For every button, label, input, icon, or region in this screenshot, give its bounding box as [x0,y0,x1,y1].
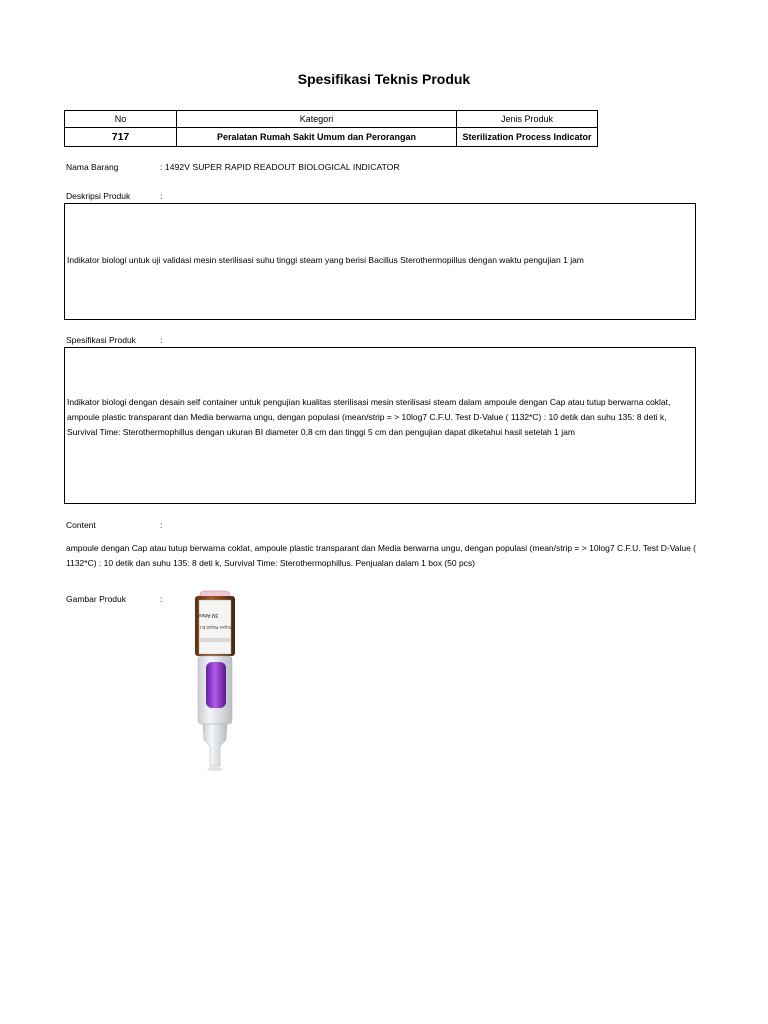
spec-table [64,110,598,147]
spesifikasi-box [64,347,696,504]
deskripsi-label: Deskripsi Produk [66,191,131,201]
spesifikasi-text: Indikator biologi dengan desain self container untuk pengujian kualitas sterilisasi mesin sterilisasi steam dalam ampoule dengan Cap atau tutup berwarna coklat, ampoule plastic transparant dan Media berwarna ungu, dengan populasi (mean/strip = > 10log7 C.F.U. Test D-Value ( 1132*C) : 10 detik dan suhu 135: 8 deti k, Survival Time: Sterothermophillus dengan ukuran BI diameter 0,8 cm dan tinggi 5 cm dan pengujian dapat diketahui hasil setelah 1 jam [67,397,671,437]
cell-no: 717 [65,128,177,147]
vial-media [206,662,226,708]
gambar-colon: : [160,594,163,604]
table-row [65,128,598,147]
nama-barang-value: : 1492V SUPER RAPID READOUT BIOLOGICAL INDICATOR [160,162,400,172]
page-title: Spesifikasi Teknis Produk [297,71,471,87]
deskripsi-text: Indikator biologi untuk uji validasi mesin sterilisasi suhu tinggi steam yang berisi Bacillus Sterothermopillus dengan waktu pengujian 1 jam [67,255,584,265]
cell-jenis-produk: Sterilization Process Indicator [457,128,598,147]
header-jenis-produk: Jenis Produk [457,111,598,128]
header-no: No [65,111,177,128]
product-image [190,588,250,776]
table-header-row [65,111,598,128]
deskripsi-box [64,203,696,320]
cell-kategori: Peralatan Rumah Sakit Umum dan Perorangan [177,128,457,147]
nama-barang-label: Nama Barang [66,162,119,172]
content-text: ampoule dengan Cap atau tutup berwarna coklat, ampoule plastic transparant dan Media berwarna ungu, dengan populasi (mean/strip = > 10log7 C.F.U. Test D-Value ( 1132*C) : 10 detik dan suhu 135: 8 deti k, Survival Time: Sterothermophillus. Penjualan dalam 1 box (50 pcs) [66,543,697,568]
gambar-label: Gambar Produk [66,594,126,604]
spesifikasi-colon: : [160,335,163,345]
deskripsi-colon: : [160,191,163,201]
vial-label-text-1: 3M Attest [197,612,219,618]
spesifikasi-label: Spesifikasi Produk [66,335,136,345]
content-colon: : [160,520,163,530]
content-label: Content [66,520,96,530]
vial-label-text-2: Super Rapid B.I. [198,625,232,630]
header-kategori: Kategori [177,111,457,128]
vial-tip [203,724,227,766]
